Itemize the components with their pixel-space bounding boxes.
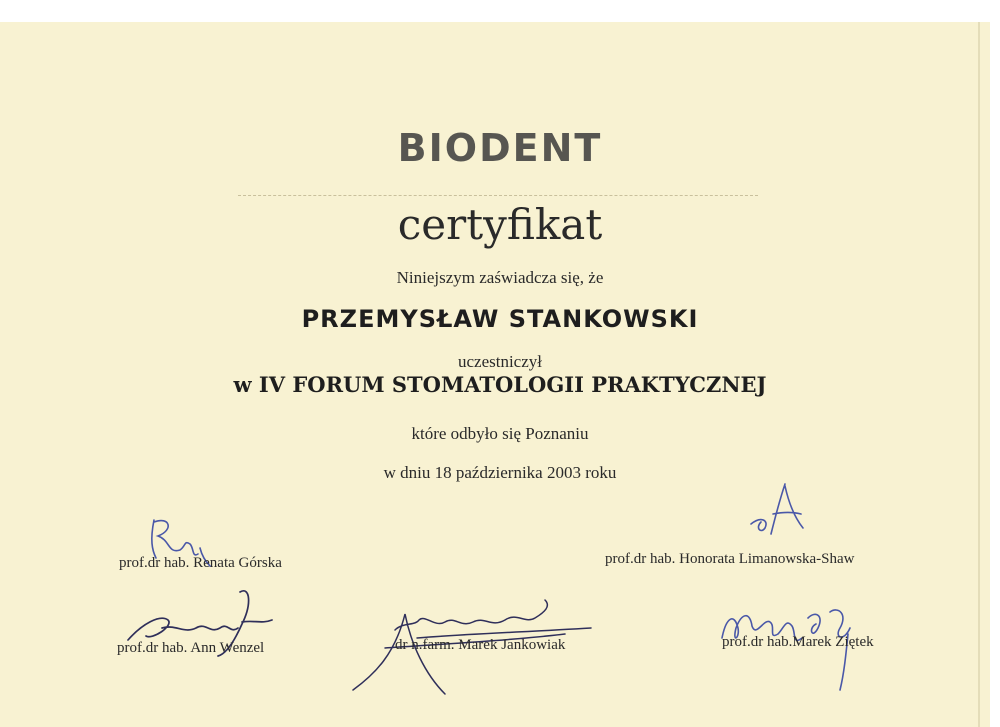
recipient-name: PRZEMYSŁAW STANKOWSKI <box>301 305 699 333</box>
signature-limanowska-shaw <box>745 478 815 548</box>
certificate-title: certyfikat <box>397 200 603 249</box>
event-location: które odbyło się Poznaniu <box>411 424 589 443</box>
event-name: w IV FORUM STOMATOLOGII PRAKTYCZNEJ <box>233 372 767 397</box>
signatory-jankowiak: dr n.farm. Marek Jankowiak <box>395 637 566 653</box>
signatory-gorska: prof.dr hab. Renata Górska <box>119 555 282 571</box>
biodent-logo: BIODENT <box>397 126 603 170</box>
signatory-wenzel: prof.dr hab. Ann Wenzel <box>117 640 265 656</box>
event-date: w dniu 18 października 2003 roku <box>383 463 617 482</box>
certificate-intro: Niniejszym zaświadcza się, że <box>396 268 604 287</box>
signatory-limanowska-shaw: prof.dr hab. Honorata Limanowska-Shaw <box>605 551 855 567</box>
participation-text: uczestniczył <box>457 352 542 371</box>
signatory-zietek: prof.dr hab.Marek Ziętek <box>722 634 874 650</box>
logo-divider <box>238 195 758 196</box>
